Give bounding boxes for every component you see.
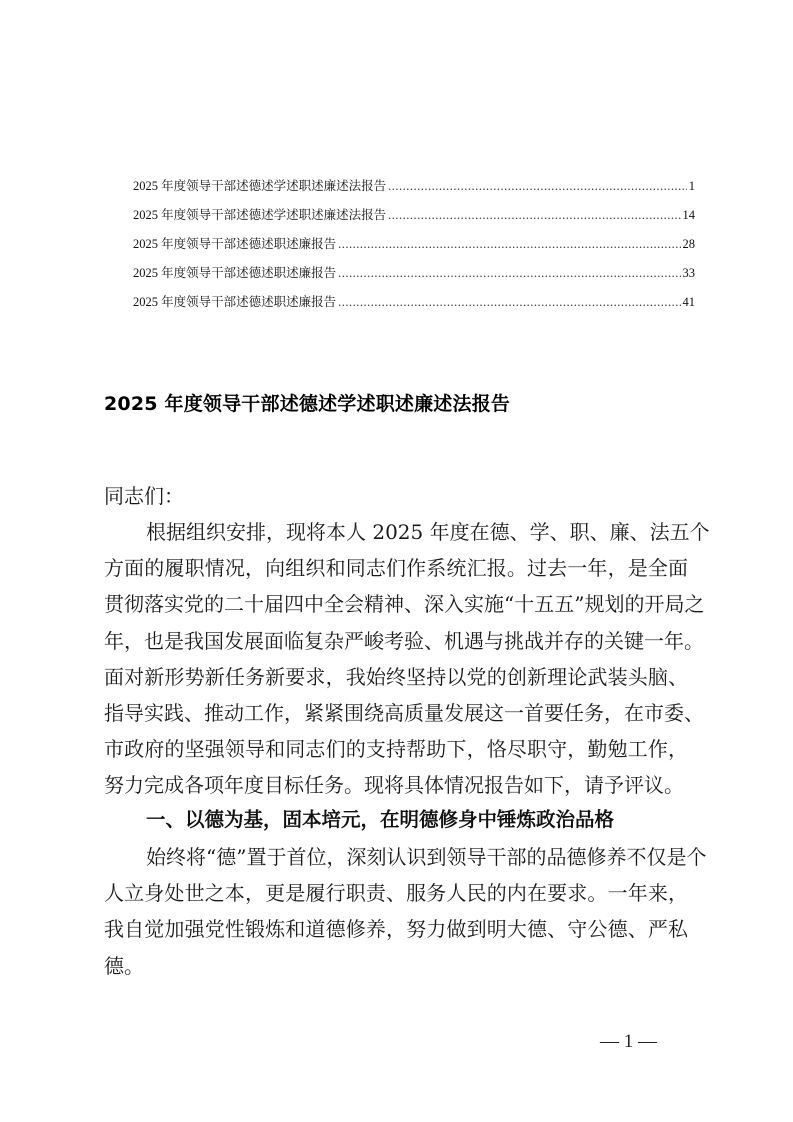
paragraph-section1 — [104, 839, 707, 984]
toc-entry[interactable] — [133, 292, 695, 321]
toc-entry-page: 28 — [682, 237, 695, 251]
toc-dot-leader — [388, 179, 687, 194]
toc-entry-page: 14 — [682, 208, 695, 222]
paragraph-line: 人立身处世之本，更是履行职责、服务人民的内在要求。一年来， — [104, 881, 688, 906]
paragraph-line: 德。 — [104, 953, 144, 978]
toc-entry-title: 2025 年度领导干部述德述学述职述廉述法报告 — [133, 179, 387, 193]
paragraph-line: 我自觉加强党性锻炼和道德修养，努力做到明大德、守公德、严私 — [104, 917, 688, 942]
document-title: 2025 年度领导干部述德述学述职述廉述法报告 — [104, 393, 511, 415]
toc-dot-leader — [338, 237, 680, 252]
toc-entry[interactable] — [133, 263, 695, 292]
paragraph-line: 方面的履职情况，向组织和同志们作系统汇报。过去一年，是全面 — [104, 556, 688, 581]
paragraph-line: 指导实践、推动工作，紧紧围绕高质量发展这一首要任务，在市委、 — [104, 700, 704, 725]
greeting: 同志们： — [104, 484, 184, 508]
toc-entry-title: 2025 年度领导干部述德述职述廉报告 — [133, 295, 337, 309]
paragraph-line: 根据组织安排，现将本人 2025 年度在德、学、职、廉、法五个 — [146, 520, 710, 544]
toc-entry[interactable] — [133, 205, 695, 234]
paragraph-introduction — [104, 514, 710, 804]
toc-dot-leader — [338, 266, 680, 281]
paragraph-line: 努力完成各项年度目标任务。现将具体情况报告如下，请予评议。 — [104, 773, 684, 798]
page-number: — 1 — — [600, 1031, 657, 1052]
toc-entry-page: 1 — [688, 179, 695, 193]
toc-entry-page: 41 — [682, 295, 695, 309]
toc-dot-leader — [338, 295, 680, 310]
section-heading: 一、以德为基，固本培元，在明德修身中锤炼政治品格 — [146, 808, 615, 831]
toc-entry-title: 2025 年度领导干部述德述职述廉报告 — [133, 266, 337, 280]
table-of-contents — [133, 176, 695, 321]
toc-entry-page: 33 — [682, 266, 695, 280]
paragraph-line: 贯彻落实党的二十届四中全会精神、深入实施“十五五”规划的开局之 — [104, 592, 705, 617]
toc-entry[interactable] — [133, 234, 695, 263]
toc-entry[interactable] — [133, 176, 695, 205]
toc-dot-leader — [388, 208, 680, 223]
toc-entry-title: 2025 年度领导干部述德述职述廉报告 — [133, 237, 337, 251]
paragraph-line: 面对新形势新任务新要求，我始终坚持以党的创新理论武装头脑、 — [104, 664, 688, 689]
paragraph-line: 年，也是我国发展面临复杂严峻考验、机遇与挑战并存的关键一年。 — [104, 628, 704, 653]
paragraph-line: 始终将“德”置于首位，深刻认识到领导干部的品德修养不仅是个 — [146, 845, 707, 869]
toc-entry-title: 2025 年度领导干部述德述学述职述廉述法报告 — [133, 208, 387, 222]
paragraph-line: 市政府的坚强领导和同志们的支持帮助下，恪尽职守，勤勉工作， — [104, 737, 688, 762]
